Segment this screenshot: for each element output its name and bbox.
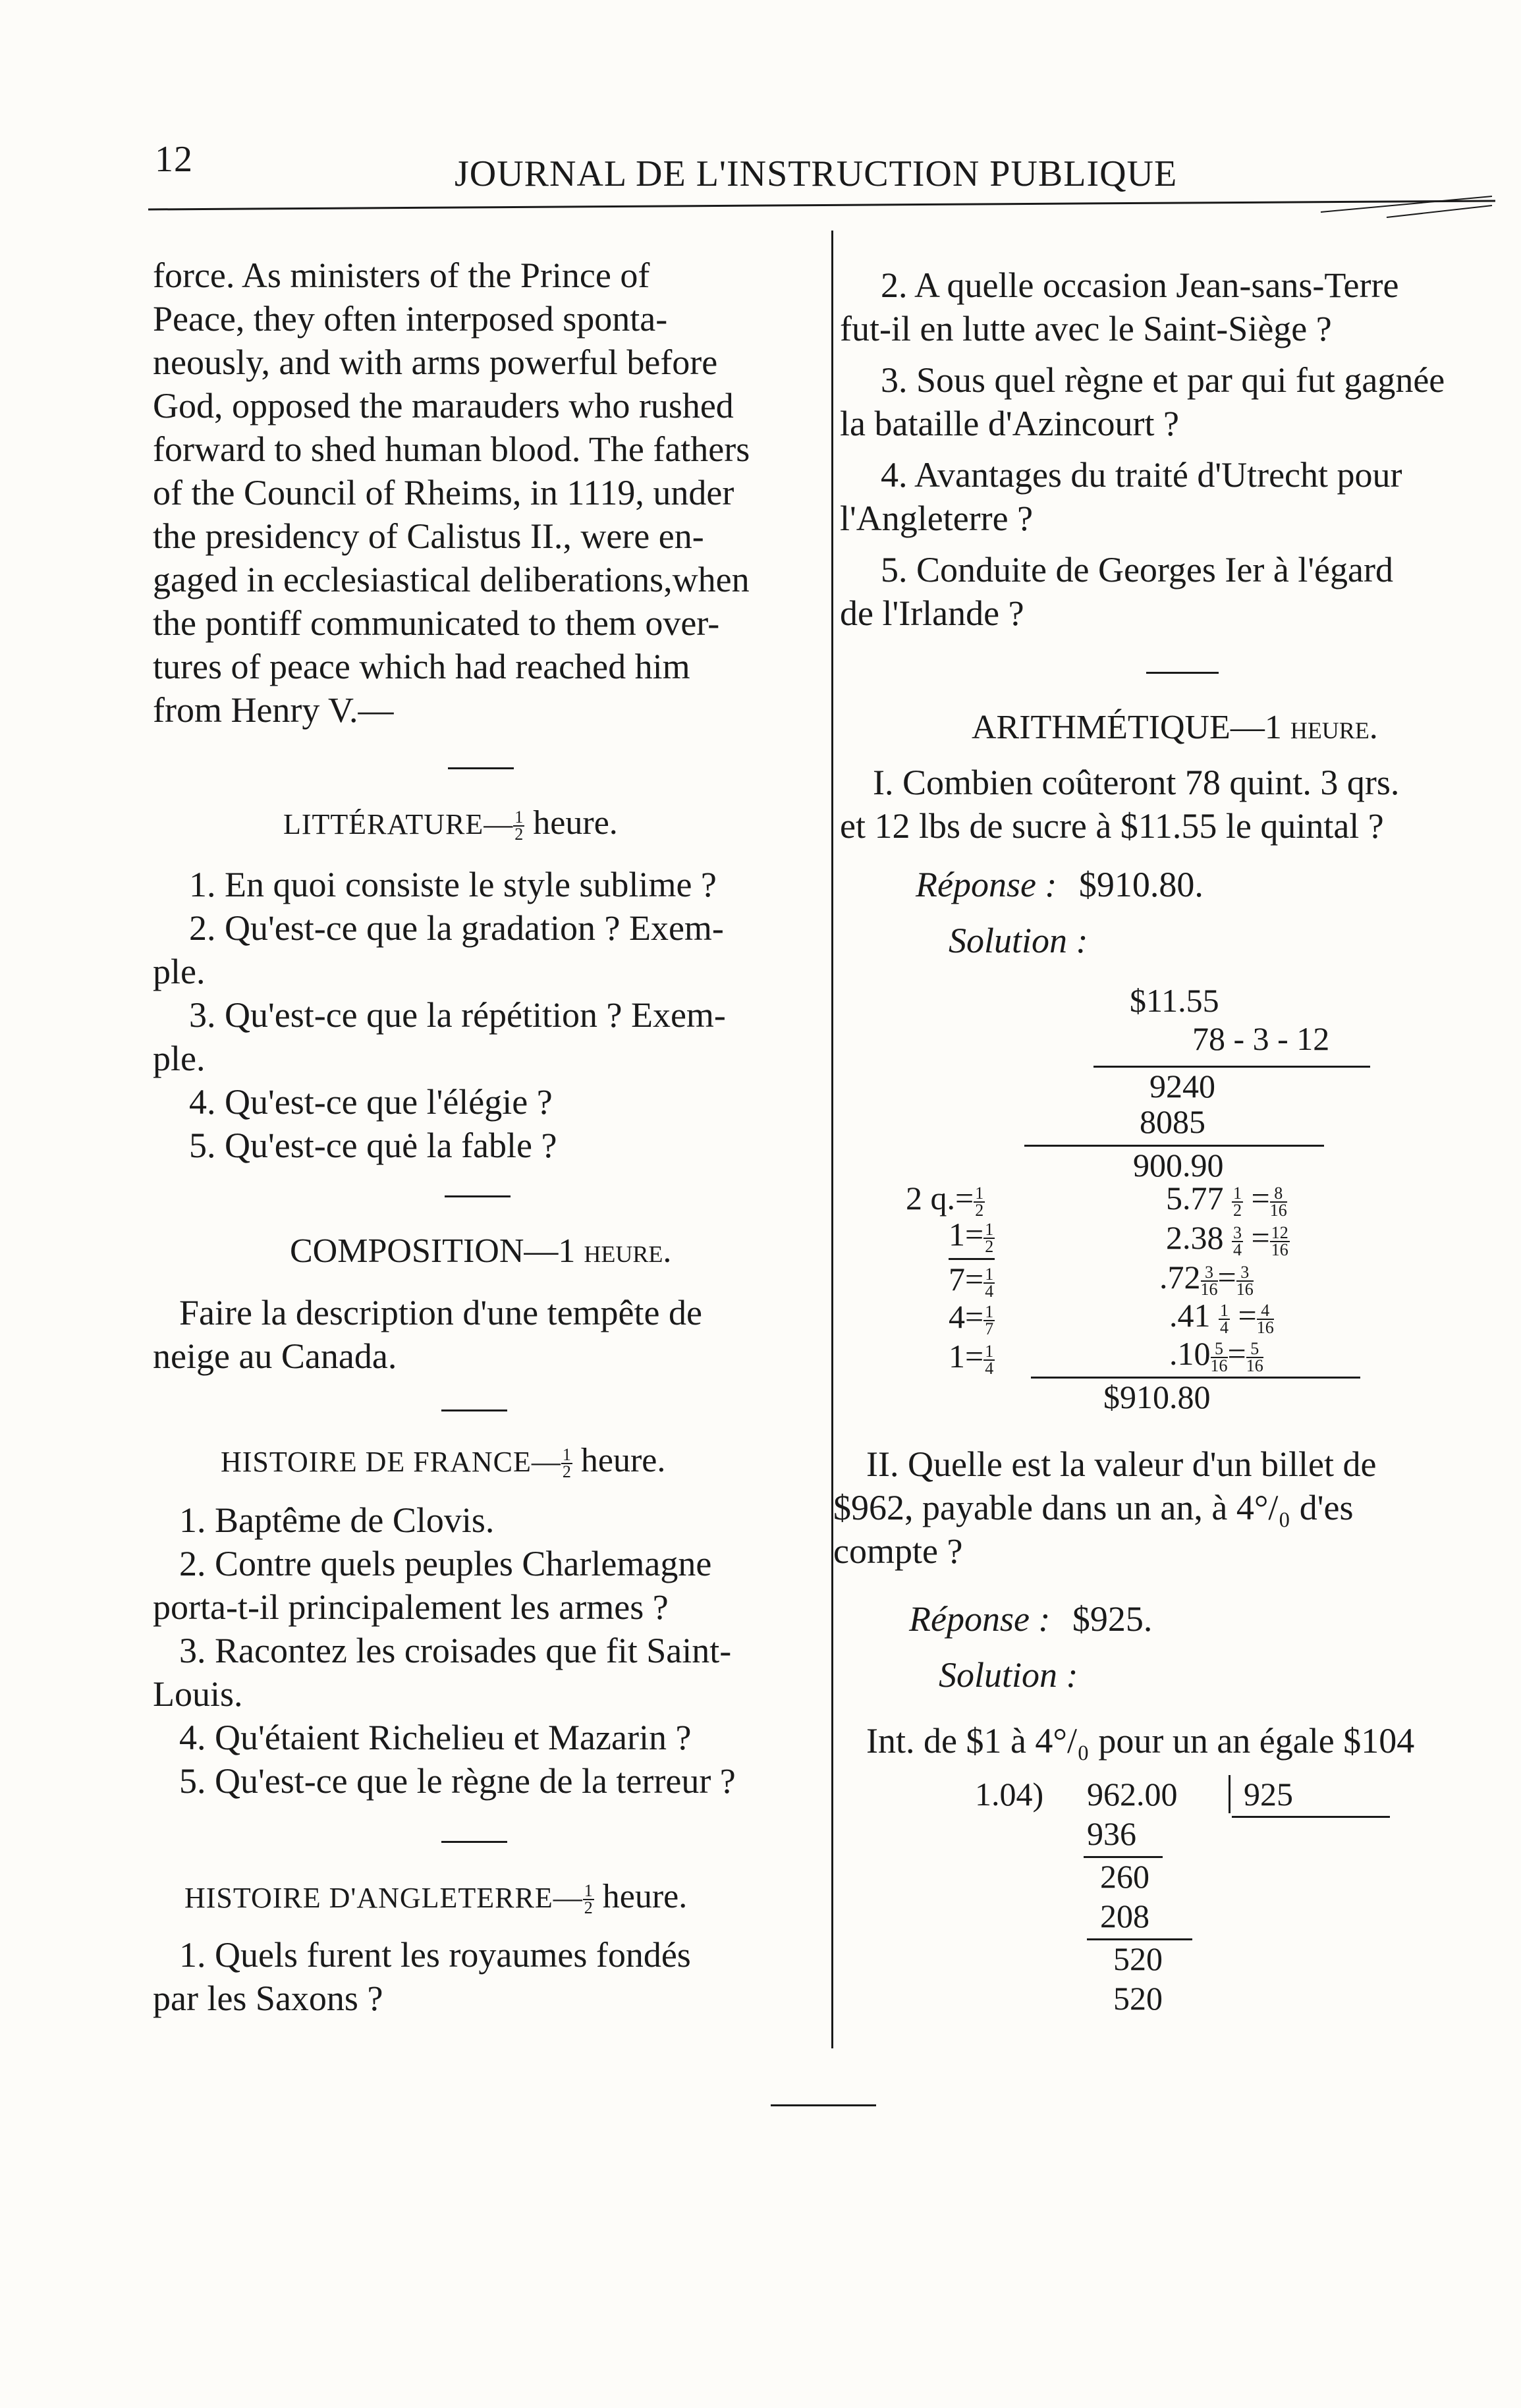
text-line: tures of peace which had reached him xyxy=(153,647,690,686)
calc-value: 78 - 3 - 12 xyxy=(1192,1020,1330,1057)
question-line: 2. A quelle occasion Jean-sans-Terre xyxy=(881,265,1399,305)
calc-left-label: 2 q.= $\frac{1}{2}$ xyxy=(906,1180,984,1220)
histoire-angleterre-heading: HISTOIRE D'ANGLETERRE— $\frac{1}{2}$ heure. xyxy=(184,1878,688,1918)
calc-value: 9240 xyxy=(1149,1068,1215,1105)
bottom-rule xyxy=(771,2104,876,2106)
question-line: ple. xyxy=(153,952,206,991)
running-title: JOURNAL DE L'INSTRUCTION PUBLIQUE xyxy=(455,153,1178,194)
question-line: 3. Qu'est-ce que la répétition ? Exem- xyxy=(189,995,726,1035)
calc-value: 520 xyxy=(1113,1980,1163,2017)
question-line: compte ? xyxy=(833,1531,963,1571)
text-line: neige au Canada. xyxy=(153,1336,397,1376)
section-rule xyxy=(445,1195,511,1197)
question-line: la bataille d'Azincourt ? xyxy=(840,404,1180,443)
arith-question-2 xyxy=(833,1442,1485,1573)
calc-1 xyxy=(896,981,1383,1429)
litterature-heading: LITTÉRATURE— $\frac{1}{2}$ heure. xyxy=(283,804,618,844)
text-line: neously, and with arms powerful before xyxy=(153,342,718,382)
calc-total: $910.80 xyxy=(1103,1379,1211,1415)
calc-value: 208 xyxy=(1100,1898,1149,1934)
question-line: II. Quelle est la valeur d'un billet de xyxy=(866,1444,1377,1484)
half-fraction: $\frac{1}{2}$ xyxy=(562,1445,571,1482)
calc-rule xyxy=(1232,1816,1390,1818)
section-rule xyxy=(441,1841,507,1843)
calc-value: 900.90 xyxy=(1133,1147,1224,1184)
question-line: 5. Qu'est-ce quė la fable ? xyxy=(189,1126,557,1165)
calc-value: 8085 xyxy=(1140,1103,1205,1140)
question-line: Louis. xyxy=(153,1674,243,1714)
question-line: 5. Conduite de Georges Ier à l'égard xyxy=(881,550,1393,589)
left-paragraph xyxy=(153,254,818,732)
calc-left-label: 1= $\frac{1}{2}$ xyxy=(949,1216,994,1256)
column-divider xyxy=(831,231,833,2048)
calc-left-label: 4= $\frac{1}{7}$ xyxy=(949,1298,994,1338)
question-line: 1. Baptême de Clovis. xyxy=(179,1500,495,1540)
calc-quotient: 925 xyxy=(1229,1775,1293,1813)
reponse-2: Réponse : $925. xyxy=(909,1599,1153,1639)
interest-line: Int. de $1 à 4°/₀ pour un an égale $104 xyxy=(866,1721,1415,1761)
calc-value: $11.55 xyxy=(1130,982,1219,1019)
text-line: from Henry V.— xyxy=(153,690,394,730)
calc-value: 5.77 $\frac{1}{2}$ = $\frac{8}{16}$ xyxy=(1166,1180,1287,1220)
question-line: et 12 lbs de sucre à $11.55 le quintal ? xyxy=(840,806,1384,846)
reponse-1: Réponse : $910.80. xyxy=(916,865,1203,904)
header-rule xyxy=(148,191,1499,231)
histoire-france-heading: HISTOIRE DE FRANCE— $\frac{1}{2}$ heure. xyxy=(221,1442,666,1482)
question-line: l'Angleterre ? xyxy=(840,499,1034,538)
calc-value: .41 $\frac{1}{4}$ = $\frac{4}{16}$ xyxy=(1169,1297,1274,1337)
histoire-angleterre-questions xyxy=(153,1933,818,2020)
question-line: 2. Contre quels peuples Charlemagne xyxy=(179,1544,712,1583)
text-line: the pontiff communicated to them over- xyxy=(153,603,720,643)
calc-left-label: 1= $\frac{1}{4}$ xyxy=(949,1338,994,1378)
calc-value: 2.38 $\frac{3}{4}$ = $\frac{12}{16}$ xyxy=(1166,1219,1288,1259)
calc-value: .10 $\frac{5}{16}$ = $\frac{5}{16}$ xyxy=(1169,1335,1263,1375)
page-number: 12 xyxy=(155,139,193,180)
half-fraction: $\frac{1}{2}$ xyxy=(514,807,524,844)
question-line: par les Saxons ? xyxy=(153,1979,383,2018)
text-line: the presidency of Calistus II., were en- xyxy=(153,516,704,556)
question-line: 5. Qu'est-ce que le règne de la terreur ? xyxy=(179,1761,736,1801)
calc-2 xyxy=(975,1775,1436,2052)
solution-label-1: Solution : xyxy=(949,921,1088,960)
section-rule xyxy=(1146,672,1219,674)
histoire-france-questions xyxy=(153,1498,818,1803)
text-line: forward to shed human blood. The fathers xyxy=(153,429,750,469)
question-line: fut-il en lutte avec le Saint-Siège ? xyxy=(840,309,1332,348)
text-line: Faire la description d'une tempête de xyxy=(179,1293,702,1332)
calc-left-label: 7= $\frac{1}{4}$ xyxy=(949,1258,995,1300)
section-rule xyxy=(441,1409,507,1411)
question-line: 2. Qu'est-ce que la gradation ? Exem- xyxy=(189,908,724,948)
question-line: 3. Racontez les croisades que fit Saint- xyxy=(179,1631,732,1670)
composition-text xyxy=(153,1291,818,1378)
question-line: ple. xyxy=(153,1039,206,1078)
question-line: de l'Irlande ? xyxy=(840,593,1024,633)
question-line: 4. Qu'est-ce que l'élégie ? xyxy=(189,1082,553,1122)
question-line: 1. En quoi consiste le style sublime ? xyxy=(189,865,717,904)
calc-value: 260 xyxy=(1100,1858,1149,1895)
calc-divisor: 1.04) xyxy=(975,1776,1044,1813)
half-fraction: $\frac{1}{2}$ xyxy=(584,1881,593,1918)
histoire-questions-right xyxy=(840,263,1485,635)
calc-rule xyxy=(1093,1066,1370,1068)
text-line: gaged in ecclesiastical deliberations,when xyxy=(153,560,750,599)
arithmetique-heading: ARITHMÉTIQUE—1 heure. xyxy=(972,709,1378,746)
calc-value: 936 xyxy=(1087,1815,1136,1852)
composition-heading: COMPOSITION—1 heure. xyxy=(290,1232,672,1270)
text-line: Peace, they often interposed sponta- xyxy=(153,299,668,339)
text-line: of the Council of Rheims, in 1119, under xyxy=(153,473,734,512)
calc-dividend: 962.00 xyxy=(1087,1776,1178,1813)
question-line: 4. Qu'étaient Richelieu et Mazarin ? xyxy=(179,1718,692,1757)
question-line: $962, payable dans un an, à 4°/₀ d'es xyxy=(833,1488,1354,1527)
litterature-questions xyxy=(153,863,818,1167)
text-line: God, opposed the marauders who rushed xyxy=(153,386,734,425)
question-line: 4. Avantages du traité d'Utrecht pour xyxy=(881,455,1402,495)
section-rule xyxy=(448,767,514,769)
solution-label-2: Solution : xyxy=(939,1655,1078,1695)
calc-value: .72 $\frac{3}{16}$ = $\frac{3}{16}$ xyxy=(1159,1259,1254,1299)
text-line: force. As ministers of the Prince of xyxy=(153,256,650,295)
calc-value: 520 xyxy=(1113,1940,1163,1977)
arith-question-1 xyxy=(840,761,1485,848)
question-line: 1. Quels furent les royaumes fondés xyxy=(179,1935,691,1975)
question-line: 3. Sous quel règne et par qui fut gagnée xyxy=(881,360,1445,400)
question-line: I. Combien coûteront 78 quint. 3 qrs. xyxy=(873,763,1400,802)
question-line: porta-t-il principalement les armes ? xyxy=(153,1587,669,1627)
